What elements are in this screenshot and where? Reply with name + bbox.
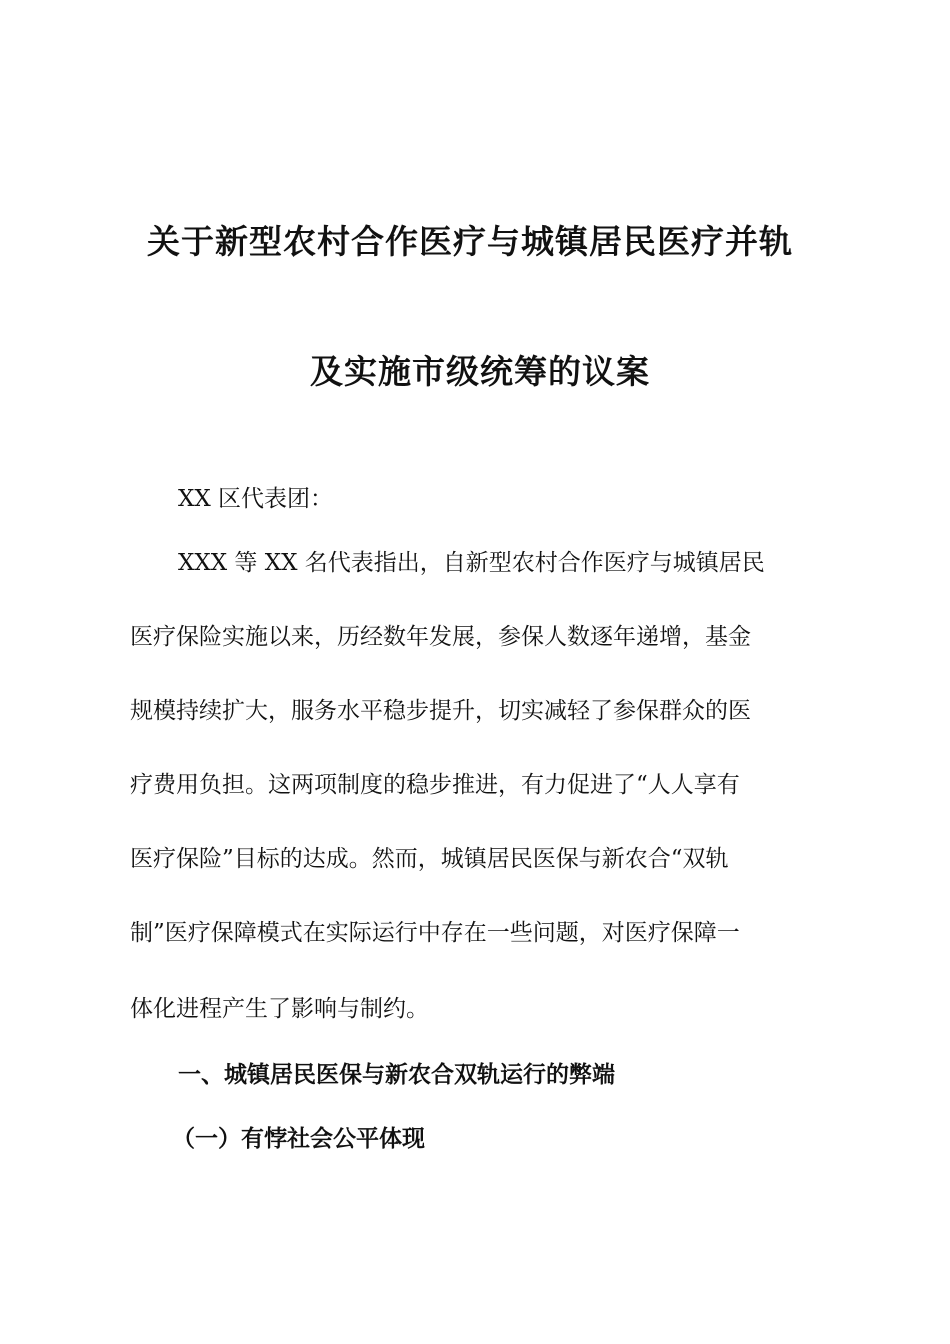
document-title-line-1: 关于新型农村合作医疗与城镇居民医疗并轨 <box>147 222 793 261</box>
paragraph-line: 疗费用负担。这两项制度的稳步推进，有力促进了“人人享有 <box>130 772 740 798</box>
paragraph-line: 规模持续扩大，服务水平稳步提升，切实减轻了参保群众的医 <box>130 698 751 724</box>
paragraph-line: 医疗保险实施以来，历经数年发展，参保人数逐年递增，基金 <box>130 624 751 650</box>
paragraph-line: XXX 等 XX 名代表指出，自新型农村合作医疗与城镇居民 <box>178 550 765 576</box>
section-heading: 一、城镇居民医保与新农合双轨运行的弊端 <box>178 1062 615 1088</box>
document-title-line-2: 及实施市级统筹的议案 <box>310 352 650 391</box>
salutation: XX 区代表团： <box>178 486 334 512</box>
paragraph-line: 制”医疗保障模式在实际运行中存在一些问题，对医疗保障一 <box>130 920 740 946</box>
paragraph-line: 体化进程产生了影响与制约。 <box>130 996 429 1022</box>
subsection-heading: （一）有悖社会公平体现 <box>172 1126 425 1152</box>
paragraph-line: 医疗保险”目标的达成。然而，城镇居民医保与新农合“双轨 <box>130 846 729 872</box>
